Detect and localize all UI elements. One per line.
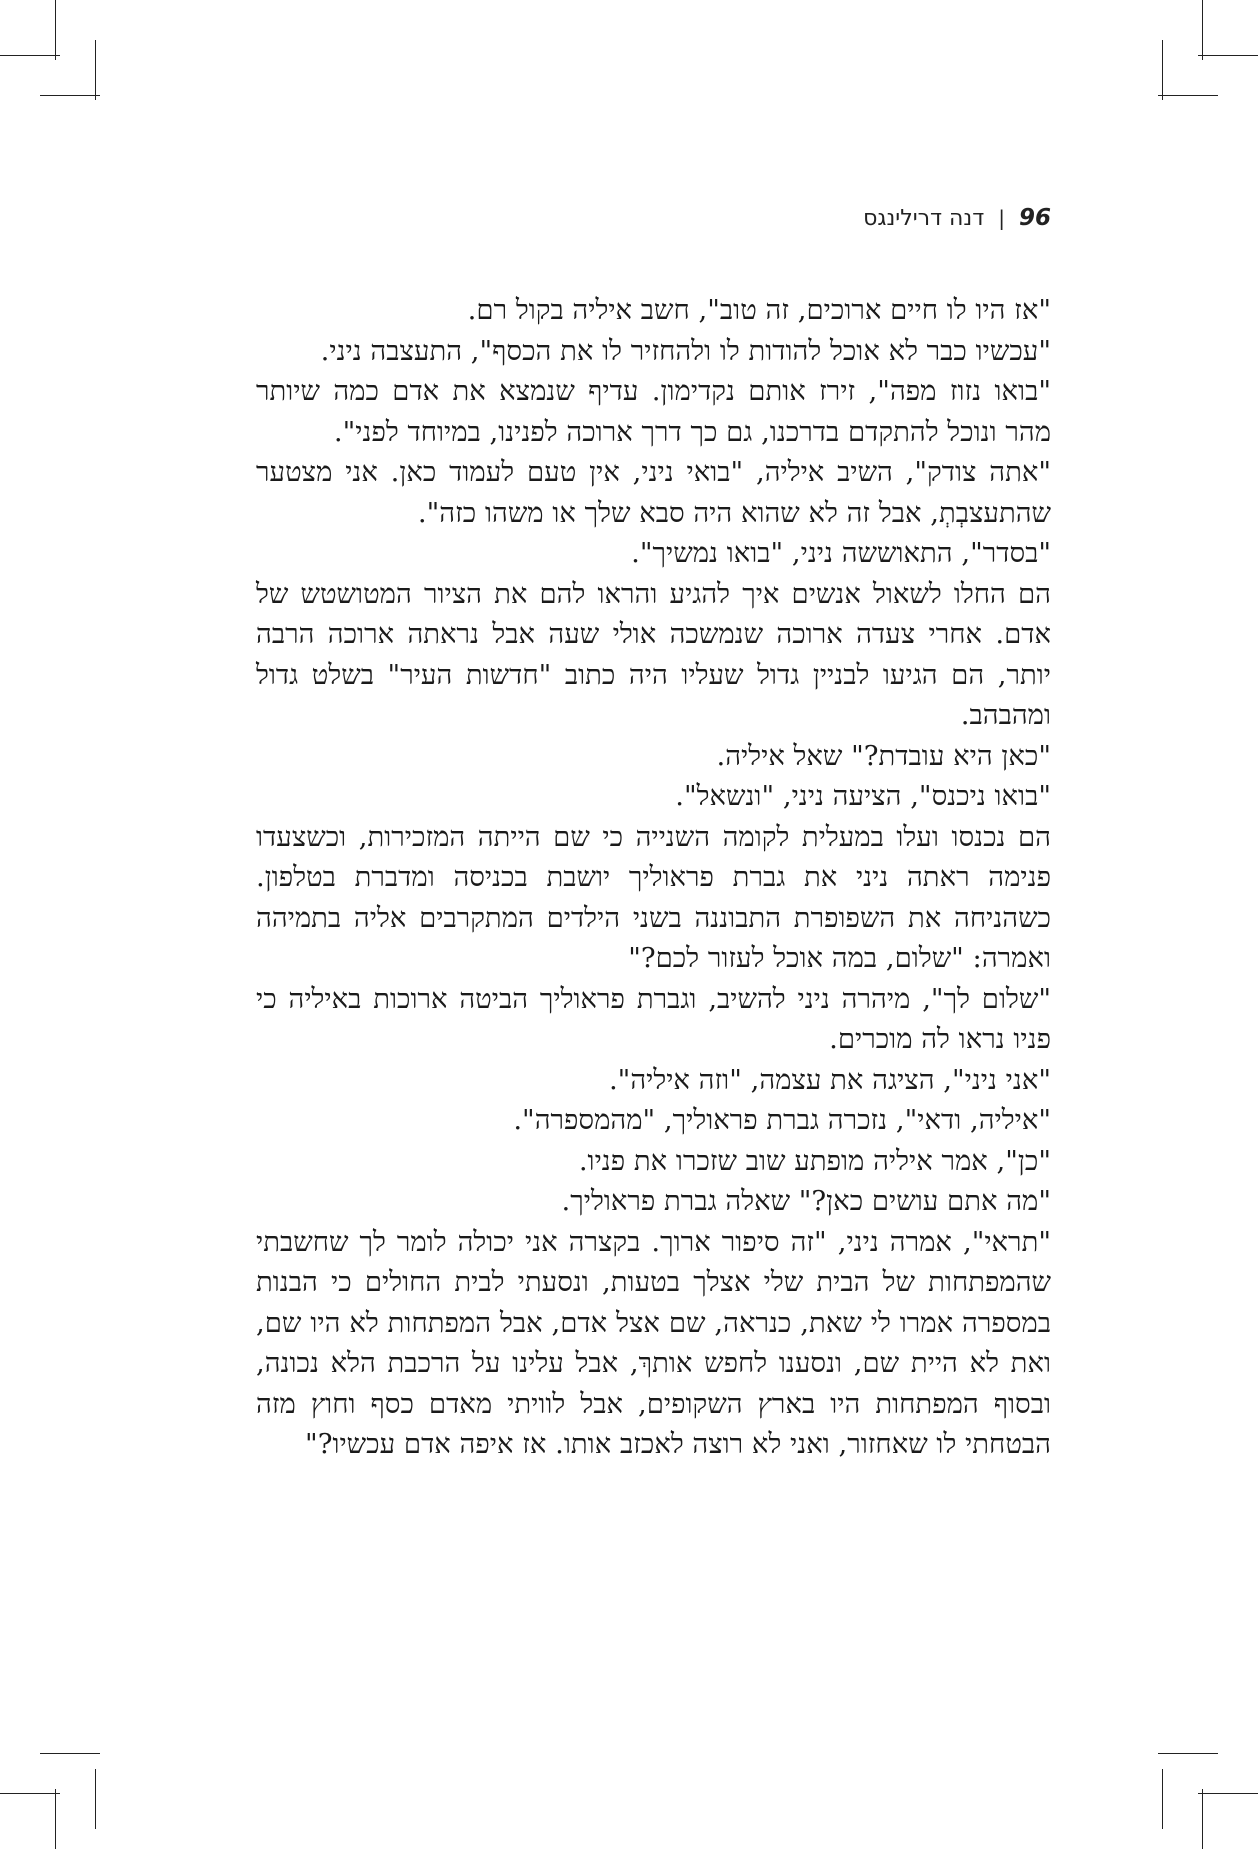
paragraph: "איליה, ודאי", נזכרה גברת פראוליך, "מהמספרה". [513, 1104, 1051, 1136]
crop-mark [1202, 1789, 1203, 1849]
header-separator: | [998, 206, 1005, 230]
paragraph: "תראי", אמרה ניני, "זה סיפור ארוך. בקצרה אני יכולה לומר לך שחשבתי שהמפתחות של הבית שלי אצלך בטעות, ונסעתי לבית החולים כי הבנות במספרה אמרו לי שאת, כנראה, שם אצל אדם, אבל המפתחות לא היו שם, ואת לא היית שם, ונסענו לחפש אותךְ, אבל עלינו על הרכבת הלא נכונה, ובסוף המפתחות היו בארץ השקופים, אבל לוויתי מאדם כסף וחוץ מזה הבטחתי לו שאחזור, ואני לא רוצה לאכזב אותו. אז איפה אדם עכשיו?" [256, 1225, 1051, 1460]
paragraph: "בסדר", התאוששה ניני, "בואו נמשיך". [631, 537, 1051, 569]
paragraph: "עכשיו כבר לא אוכל להודות לו ולהחזיר לו את הכסף", התעצבה ניני. [320, 334, 1051, 367]
crop-mark [1162, 1769, 1163, 1829]
crop-mark [95, 40, 96, 100]
paragraph: "בואו נזוז מפה", זירז אותם נקדימון. עדיף שנמצא את אדם כמה שיותר מהר ונוכל להתקדם בדרכנו, גם כך דרך ארוכה לפנינו, במיוחד לפני". [256, 375, 1051, 448]
crop-mark [1158, 1753, 1218, 1754]
crop-mark [55, 0, 56, 60]
crop-mark [1198, 1793, 1258, 1794]
paragraph: "בואו ניכנס", הציעה ניני, "ונשאל". [675, 780, 1051, 812]
paragraph: "אני ניני", הציגה את עצמה, "וזה איליה". [608, 1063, 1051, 1096]
paragraph: "כאן היא עובדת?" שאל איליה. [716, 739, 1051, 772]
paragraph: הם החלו לשאול אנשים איך להגיע והראו להם את הציור המטושטש של אדם. אחרי צעדה ארוכה שנמשכה אולי שעה אבל נראתה ארוכה הרבה יותר, הם הגיעו לבניין גדול שעליו היה כתוב "חדשות העיר" בשלט גדול ומהבהב. [256, 577, 1051, 731]
paragraph: "אתה צודק", השיב איליה, "בואי ניני, אין טעם לעמוד כאן. אני מצטער שהתעצבְתְ, אבל זה לא שהוא היה סבא שלך או משהו כזה". [256, 456, 1051, 529]
paragraph: "מה אתם עושים כאן?" שאלה גברת פראוליך. [561, 1185, 1051, 1217]
paragraph: "שלום לך", מיהרה ניני להשיב, וגברת פראוליך הביטה ארוכות באיליה כי פניו נראו לה מוכרים. [256, 982, 1051, 1055]
paragraph: "כן", אמר איליה מופתע שוב שזכרו את פניו. [578, 1144, 1051, 1177]
paragraph: "אז היו לו חיים ארוכים, זה טוב", חשב איליה בקול רם. [467, 294, 1051, 326]
crop-mark [1162, 40, 1163, 100]
crop-mark [40, 95, 100, 96]
crop-mark [40, 1753, 100, 1754]
crop-mark [1158, 95, 1218, 96]
crop-mark [0, 55, 60, 56]
body-text [256, 290, 1051, 1465]
crop-mark [55, 1789, 56, 1849]
author-name: דנה דרילינגס [863, 205, 985, 231]
crop-mark [95, 1769, 96, 1829]
crop-mark [1198, 55, 1258, 56]
crop-mark [1202, 0, 1203, 60]
page-number: 96 [1018, 205, 1051, 231]
running-head [863, 205, 1051, 231]
crop-mark [0, 1793, 60, 1794]
paragraph: הם נכנסו ועלו במעלית לקומה השנייה כי שם הייתה המזכירות, וכשצעדו פנימה ראתה ניני את גברת פראוליך יושבת בכניסה ומדברת בטלפון. כשהניחה את השפופרת התבוננה בשני הילדים המתקרבים אליה בתמיהה ואמרה: "שלום, במה אוכל לעזור לכם?" [256, 820, 1051, 974]
